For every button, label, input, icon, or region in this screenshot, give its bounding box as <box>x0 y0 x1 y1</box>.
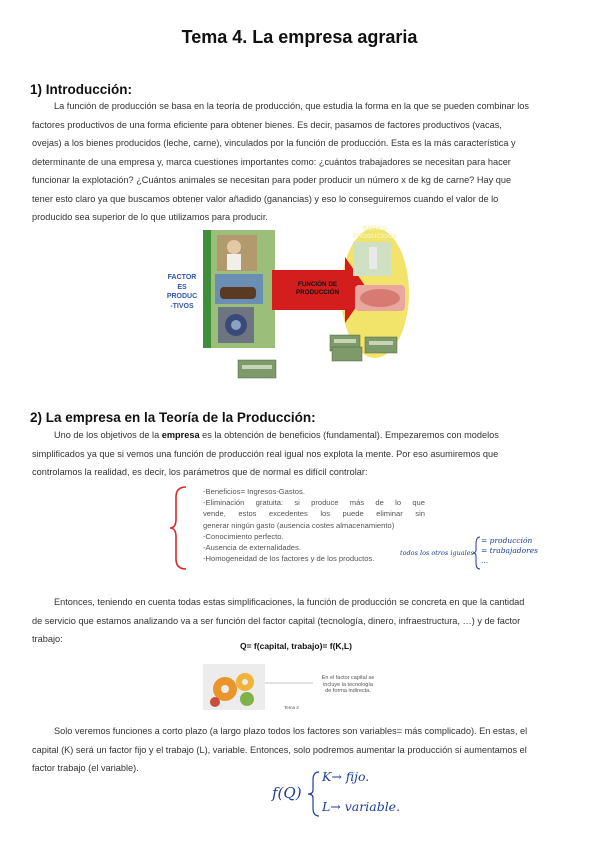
section-1-paragraph <box>32 97 572 227</box>
para-line: factor trabajo (el variable). <box>32 763 139 773</box>
section-1-heading: 1) Introducción: <box>30 82 132 97</box>
handnote-item: ... <box>481 556 489 565</box>
function-label: FUNCIÓN DE PRODUCCIÓN <box>295 281 340 296</box>
section-2-intro <box>32 426 572 482</box>
goods-label: BIENES PRODUCIDOS <box>352 225 398 240</box>
figure-caption: Tema 4 <box>284 705 299 710</box>
para-line: capital (K) será un factor fijo y el trabajo (L), variable. Entonces, solo podremos aumentar la producción si aumentamos el <box>32 744 527 755</box>
hand-brace-icon <box>307 770 321 818</box>
para-line: factores productivos de una forma eficiente para obtener bienes. Es decir, pasamos de factores productivos (vacas, <box>32 119 502 130</box>
intro-line: simplificados ya que si vemos una función de producción real igual nos explota la mente. Por eso asumiremos que <box>32 448 499 459</box>
factors-label: FACTOR ES PRODUC -TIVOS <box>166 274 198 310</box>
capital-note: En el factor capital se incluye la tecnología de forma indirecta. <box>321 675 375 694</box>
handnote-items <box>481 536 538 566</box>
pointer-line-icon <box>265 678 315 688</box>
handnote-item: = trabajadores <box>481 546 538 555</box>
hand-fq: f(Q) <box>272 784 302 802</box>
bold-term: empresa <box>161 430 200 440</box>
para-line: de servicio que estamos analizando va a ser función del factor capital (tecnología, dinero, infraestructura, …) y de factor <box>32 615 521 626</box>
para-line: ovejas) a los bienes producidos (leche, carne), vinculados por la función de producción. Esta es la más característica y <box>32 138 516 148</box>
para-line: Entonces, teniendo en cuenta todas estas simplificaciones, la función de producción se concreta en que la cantidad <box>54 597 525 607</box>
para-line: trabajo: <box>32 634 63 644</box>
assumptions-list <box>203 486 425 564</box>
para-line: producido sea superior de lo que utilizamos para producir. <box>32 212 268 222</box>
list-item: -Conocimiento perfecto. <box>203 531 284 541</box>
para-line: determinante de una empresa y, marca cuestiones importantes como: ¿cuántos trabajadores se necesitan para hacer <box>32 156 511 167</box>
section-2-paragraph-3 <box>32 722 572 778</box>
list-item: -Homogeneidad de los factores y de los productos. <box>203 554 375 564</box>
para-line: tener esto claro ya que buscamos obtener valor añadido (ganancias) y eso lo conseguiremos cuando el valor de lo <box>32 193 499 204</box>
list-item: -Eliminación gratuita: si produce más de lo que <box>203 498 425 508</box>
red-brace-icon <box>168 485 190 571</box>
list-item: vende, estos excedentes los puede eliminar sin <box>203 509 425 519</box>
hand-k-line: K→ fijo. <box>322 769 370 784</box>
list-item: -Beneficios= Ingresos-Gastos. <box>203 487 305 496</box>
gears-figure <box>203 664 265 710</box>
intro-line: Uno de los objetivos de la empresa es la obtención de beneficios (fundamental). Empezaremos con modelos <box>54 430 499 440</box>
handnote-item: = producción <box>481 536 533 545</box>
page-title: Tema 4. La empresa agraria <box>181 27 418 47</box>
para-line: La función de producción se basa en la teoría de producción, que estudia la forma en la que se pueden combinar los <box>54 101 530 111</box>
list-item: generar ningún gasto (ausencia costes almacenamiento) <box>203 520 395 530</box>
handnote-arrow-text: todos los otros iguales <box>400 549 474 557</box>
intro-line: controlamos la realidad, es decir, los parámetros que de normal es difícil controlar: <box>32 467 368 477</box>
para-line: Solo veremos funciones a corto plazo (a largo plazo todos los factores son variables= más complicado). En estas, el <box>54 726 528 736</box>
para-line: funcionar la explotación? ¿Cuántos animales se necesitan para poder producir un número x de kg de carne? Hay que <box>32 175 512 185</box>
section-2-heading: 2) La empresa en la Teoría de la Producción: <box>30 410 316 425</box>
production-diagram <box>160 225 420 385</box>
list-item: -Ausencia de externalidades. <box>203 543 301 553</box>
hand-l-line: L→ variable. <box>322 799 401 814</box>
formula: Q= f(capital, trabajo)= f(K,L) <box>240 641 352 651</box>
